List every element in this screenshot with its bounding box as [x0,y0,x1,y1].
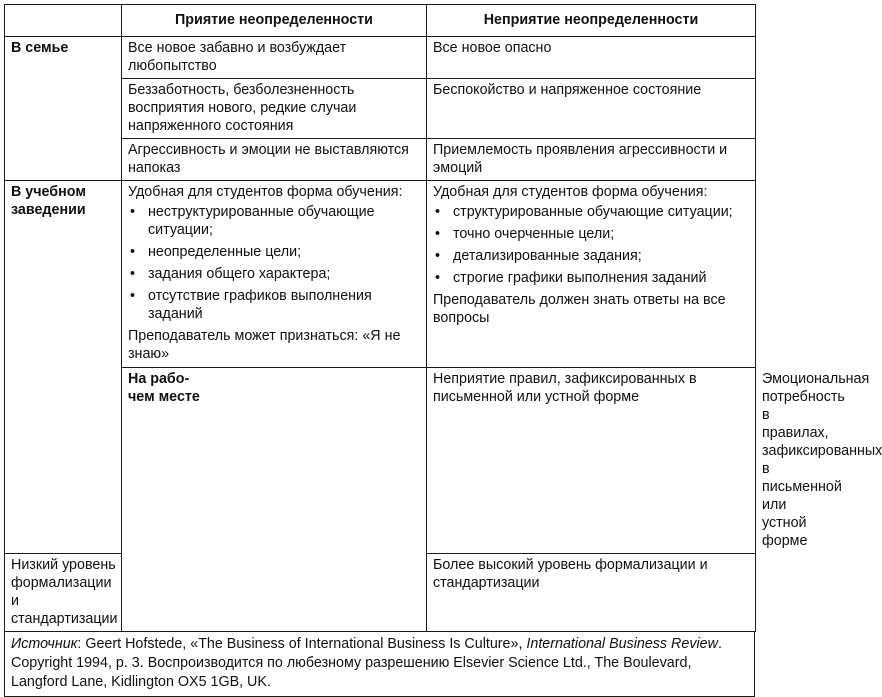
list-item: • отсутствие графиков выполнения заданий [130,288,372,322]
work-row-1: На рабо- чем месте Неприятие правил, зафиксированных в письменной или устной форме Эмоциональная потребность в правилах, зафиксированных в письменной или устной форме [5,368,756,554]
header-accept: Приятие неопределенности [122,5,427,37]
family-reject-3: Приемлемость проявления агрессивности и эмоций [427,139,756,181]
list-item: • точно очерченные цели; [435,226,615,242]
uncertainty-table [4,4,882,632]
school-reject-forms [427,181,756,368]
source-journal: International Business Review [526,636,718,652]
row-label-family: В семье [5,37,122,181]
list-item: • детализированные задания; [435,248,642,264]
school-reject-list [433,203,750,287]
list-item: • неструктурированные обучающие ситуации; [130,204,375,238]
work-reject-2: Более высокий уровень формализации и стандартизации [427,554,756,632]
school-accept-teacher: Преподаватель может признаться: «Я не знаю» [128,328,401,362]
bullet-icon: • [435,270,441,286]
header-row [5,5,756,37]
family-row-1 [5,37,756,79]
source-note [4,632,755,697]
bullet-icon: • [130,288,136,304]
list-item: • неопределенные цели; [130,244,302,260]
school-reject-teacher: Преподаватель должен знать ответы на все вопросы [433,292,726,326]
row-label-work: На рабо- чем месте [122,368,427,632]
source-text-1: : Geert Hofstede, «The Business of International Business Is Culture», [77,636,527,652]
bullet-icon: • [130,244,136,260]
header-corner [5,5,122,37]
school-reject-intro: Удобная для студентов форма обучения: [433,184,708,200]
work-accept-2: Низкий уровень формализации и стандартизации [5,554,122,632]
school-accept-list [128,203,421,323]
list-item: • строгие графики выполнения заданий [435,270,707,286]
family-accept-3: Агрессивность и эмоции не выставляются напоказ [122,139,427,181]
family-accept-1: Все новое забавно и возбуждает любопытство [122,37,427,79]
header-reject: Неприятие неопределенности [427,5,756,37]
school-accept-intro: Удобная для студентов форма обучения: [128,184,403,200]
family-accept-2: Беззаботность, безболезненность восприятия нового, редкие случаи напряженного состояния [122,79,427,139]
bullet-icon: • [130,204,136,220]
work-accept-1: Неприятие правил, зафиксированных в письменной или устной форме [427,368,756,554]
row-label-school: В учебном заведении [5,181,122,554]
bullet-icon: • [435,226,441,242]
list-item: • структурированные обучающие ситуации; [435,204,733,220]
source-text-2: . Copyright 1994, p. 3. Воспроизводится по любезному разрешению Elsevier Science Ltd., The Boulevard, Langford Lane, Kidlington OX5 1GB, UK. [11,636,722,690]
family-reject-2: Беспокойство и напряженное состояние [427,79,756,139]
school-row-1 [5,181,756,368]
bullet-icon: • [130,266,136,282]
source-label: Источник [11,636,78,652]
family-reject-1: Все новое опасно [427,37,756,79]
bullet-icon: • [435,248,441,264]
school-accept-forms [122,181,427,368]
bullet-icon: • [435,204,441,220]
list-item: • задания общего характера; [130,266,331,282]
